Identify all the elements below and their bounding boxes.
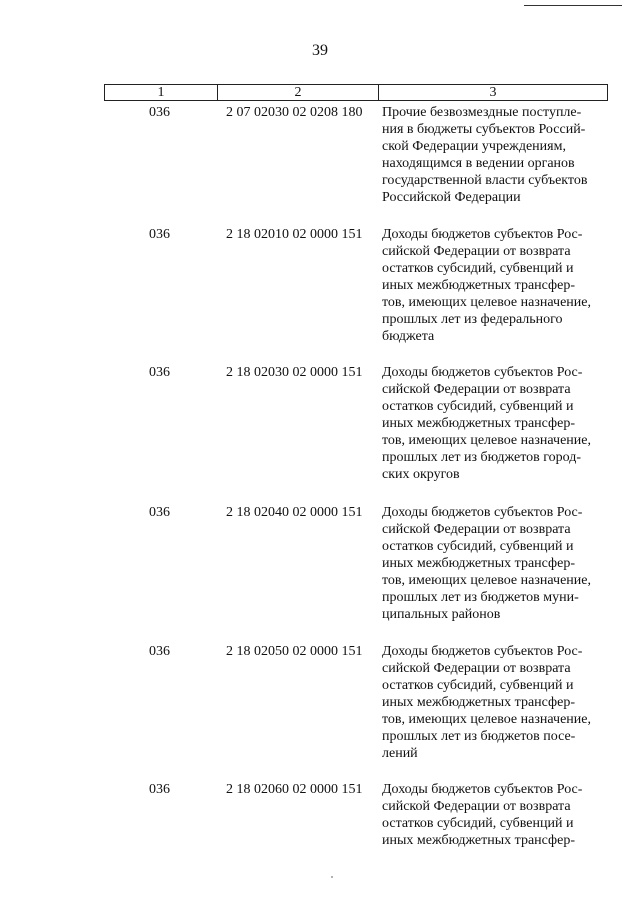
revenue-description: Доходы бюджетов субъектов Рос- сийской Федерации от возврата остатков субсидий, субвенций и иных межбюджетных трансфер- тов, имеющих целевое назначение, прошлых лет из бюджетов город- ских округов	[382, 365, 591, 482]
kbk-code: 2 18 02050 02 0000 151	[226, 644, 363, 659]
header-col-2: 2	[218, 85, 379, 100]
kbk-code: 2 07 02030 02 0208 180	[226, 105, 363, 120]
revenue-description: Доходы бюджетов субъектов Рос- сийской Федерации от возврата остатков субсидий, субвенций и иных межбюджетных трансфер- тов, имеющих целевое назначение, прошлых лет из бюджетов муни- ципальных районов	[382, 505, 591, 622]
admin-code: 036	[149, 105, 170, 120]
revenue-description: Прочие безвозмездные поступле- ния в бюджеты субъектов Россий- ской Федерации учреждениям, находящимся в ведении органов государственной власти субъектов Российской Федерации	[382, 105, 588, 205]
table-header	[104, 84, 608, 101]
kbk-code: 2 18 02030 02 0000 151	[226, 365, 363, 380]
header-col-3: 3	[489, 85, 497, 100]
top-rule	[524, 5, 622, 6]
admin-code: 036	[149, 505, 170, 520]
admin-code: 036	[149, 365, 170, 380]
admin-code: 036	[149, 227, 170, 242]
revenue-description: Доходы бюджетов субъектов Рос- сийской Федерации от возврата остатков субсидий, субвенций и иных межбюджетных трансфер- тов, имеющих целевое назначение, прошлых лет из федерального бюджета	[382, 227, 591, 344]
header-col-1: 1	[105, 85, 218, 100]
revenue-description: Доходы бюджетов субъектов Рос- сийской Федерации от возврата остатков субсидий, субвенций и иных межбюджетных трансфер-	[382, 782, 583, 848]
page-number: 39	[312, 42, 328, 59]
kbk-code: 2 18 02060 02 0000 151	[226, 782, 363, 797]
revenue-description: Доходы бюджетов субъектов Рос- сийской Федерации от возврата остатков субсидий, субвенций и иных межбюджетных трансфер- тов, имеющих целевое назначение, прошлых лет из бюджетов посе- лений	[382, 644, 591, 761]
admin-code: 036	[149, 782, 170, 797]
kbk-code: 2 18 02010 02 0000 151	[226, 227, 363, 242]
admin-code: 036	[149, 644, 170, 659]
kbk-code: 2 18 02040 02 0000 151	[226, 505, 363, 520]
scan-speck	[331, 876, 333, 878]
